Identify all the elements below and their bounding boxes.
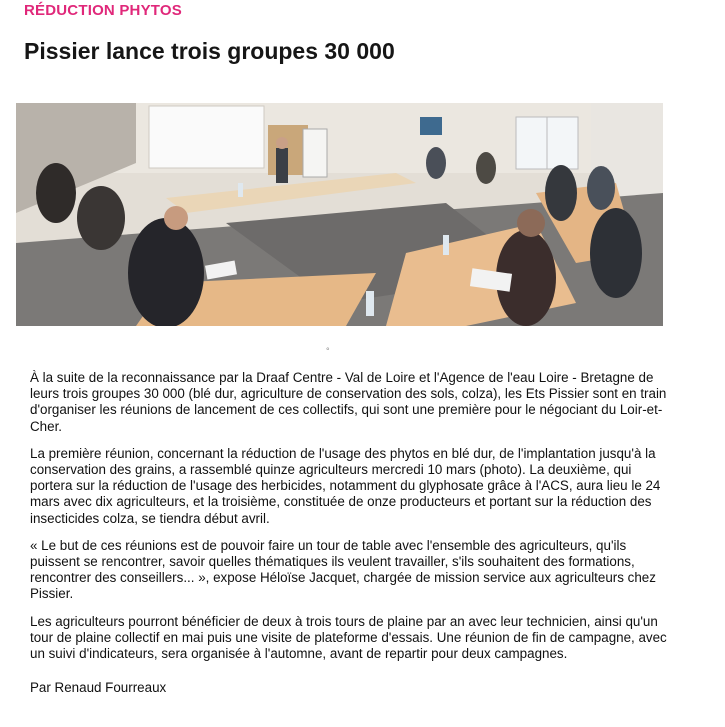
paragraph-2: La première réunion, concernant la réduction de l'usage des phytos en blé dur, de l'implantation jusqu'à la conservation des grains, a rassemblé quinze agriculteurs mercredi 10 mars (photo). La deuxième, qui portera sur la réduction de l'usage des herbicides, notamment du glyphosate grâce à l'ACS, aura lieu le 24 mars avec dix agriculteurs, et la troisième, constituée de onze producteurs et portant sur la réduction des insecticides colza, se tiendra début avril. [30,445,661,526]
print-speck: ° [326,346,330,356]
paragraph-3: « Le but de ces réunions est de pouvoir faire un tour de table avec l'ensemble des agriculteurs, qu'ils puissent se rencontrer, savoir quelles thématiques ils veulent travailler, s'ils souhaitent des formations, rencontrer des conseillers... », expose Héloïse Jacquet, chargée de mission service aux agriculteurs chez Pissier. [30,537,656,602]
paragraph-1: À la suite de la reconnaissance par la Draaf Centre - Val de Loire et l'Agence de l'eau Loire - Bretagne de leurs trois groupes 30 000 (blé dur, agriculture de conservation des sols, colza), les Ets Pissier sont en train d'organiser les réunions de lancement de ces collectifs, qui sont une première pour le négociant du Loir-et-Cher. [30,370,667,434]
byline: Par Renaud Fourreaux [30,680,167,695]
article-body [30,370,670,673]
meeting-photo [16,103,663,326]
paragraph-4: Les agriculteurs pourront bénéficier de deux à trois tours de plaine par an avec leur technicien, ainsi qu'un tour de plaine collectif en mai puis une visite de plateforme d'essais. Une réunion de fin de campagne, avec un suivi d'indicateurs, sera organisée à l'automne, avant de repartir pour deux campagnes. [30,613,667,662]
article-headline: Pissier lance trois groupes 30 000 [24,38,395,64]
meeting-photo-icon [16,103,663,326]
section-kicker: RÉDUCTION PHYTOS [24,2,182,19]
